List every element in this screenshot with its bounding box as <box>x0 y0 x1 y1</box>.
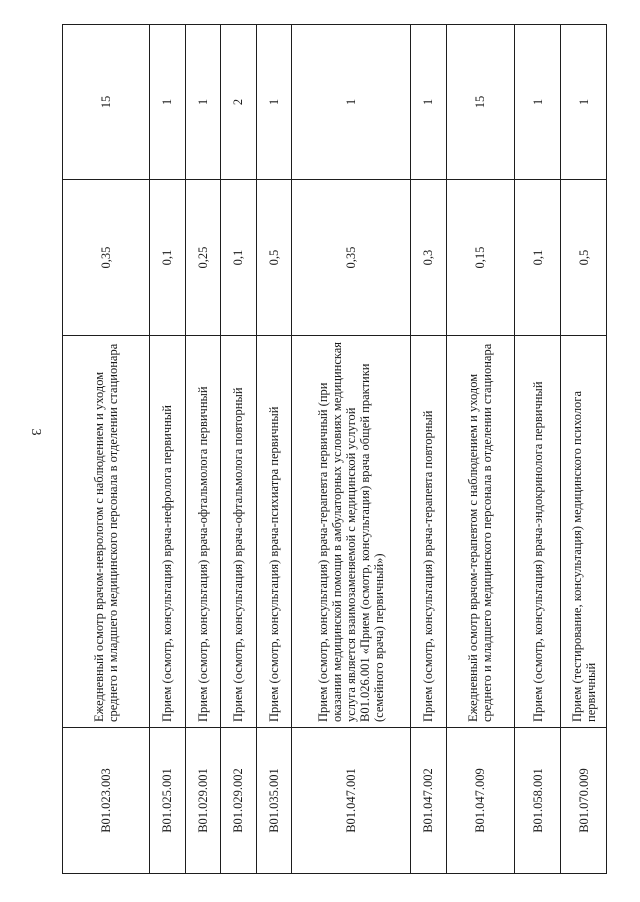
frequency-value: 0,3 <box>411 180 447 336</box>
frequency-value: 0,25 <box>185 180 221 336</box>
frequency-value: 0,1 <box>515 180 561 336</box>
frequency-value: 0,15 <box>446 180 515 336</box>
service-name: Прием (осмотр, консультация) врача-эндокринолога первичный <box>515 336 561 728</box>
multiplicity-value: 1 <box>150 25 186 180</box>
frequency-value: 0,1 <box>150 180 186 336</box>
service-code: B01.070.009 <box>561 728 607 874</box>
table-row <box>150 25 186 874</box>
table-row <box>515 25 561 874</box>
service-code: B01.023.003 <box>63 728 150 874</box>
multiplicity-value: 1 <box>292 25 411 180</box>
table-row <box>446 25 515 874</box>
service-name: Прием (осмотр, консультация) врача-нефролога первичный <box>150 336 186 728</box>
multiplicity-value: 2 <box>221 25 257 180</box>
frequency-value: 0,5 <box>256 180 292 336</box>
service-name: Прием (тестирование, консультация) медицинского психолога первичный <box>561 336 607 728</box>
service-code: B01.047.002 <box>411 728 447 874</box>
service-name: Ежедневный осмотр врачом-неврологом с наблюдением и уходом среднего и младшего медицинского персонала в отделении стационара <box>63 336 150 728</box>
service-name: Прием (осмотр, консультация) врача-психиатра первичный <box>256 336 292 728</box>
table-row <box>63 25 150 874</box>
service-name: Прием (осмотр, консультация) врача-офтальмолога повторный <box>221 336 257 728</box>
table-row <box>221 25 257 874</box>
table-row <box>561 25 607 874</box>
service-name: Ежедневный осмотр врачом-терапевтом с наблюдением и уходом среднего и младшего медицинского персонала в отделении стационара <box>446 336 515 728</box>
multiplicity-value: 15 <box>446 25 515 180</box>
table-container <box>62 24 607 874</box>
service-name: Прием (осмотр, консультация) врача-терапевта первичный (при оказании медицинской помощи в амбулаторных условиях медицинская услуга является взаимозаменяемой с медицинской услугой B01.026.001 «Прием (осмотр, консультация) врача общей практики (семейного врача) первичный») <box>292 336 411 728</box>
service-code: B01.058.001 <box>515 728 561 874</box>
table-row <box>292 25 411 874</box>
multiplicity-value: 1 <box>515 25 561 180</box>
multiplicity-value: 1 <box>411 25 447 180</box>
service-code: B01.029.001 <box>185 728 221 874</box>
page-number: 3 <box>28 428 43 436</box>
frequency-value: 0,5 <box>561 180 607 336</box>
service-code: B01.035.001 <box>256 728 292 874</box>
frequency-value: 0,1 <box>221 180 257 336</box>
service-code: B01.047.009 <box>446 728 515 874</box>
service-code: B01.029.002 <box>221 728 257 874</box>
service-name: Прием (осмотр, консультация) врача-офтальмолога первичный <box>185 336 221 728</box>
frequency-value: 0,35 <box>292 180 411 336</box>
medical-services-table <box>62 24 607 874</box>
table-row <box>185 25 221 874</box>
service-code: B01.025.001 <box>150 728 186 874</box>
multiplicity-value: 1 <box>561 25 607 180</box>
multiplicity-value: 15 <box>63 25 150 180</box>
multiplicity-value: 1 <box>256 25 292 180</box>
table-row <box>256 25 292 874</box>
frequency-value: 0,35 <box>63 180 150 336</box>
table-row <box>411 25 447 874</box>
multiplicity-value: 1 <box>185 25 221 180</box>
service-name: Прием (осмотр, консультация) врача-терапевта повторный <box>411 336 447 728</box>
service-code: B01.047.001 <box>292 728 411 874</box>
